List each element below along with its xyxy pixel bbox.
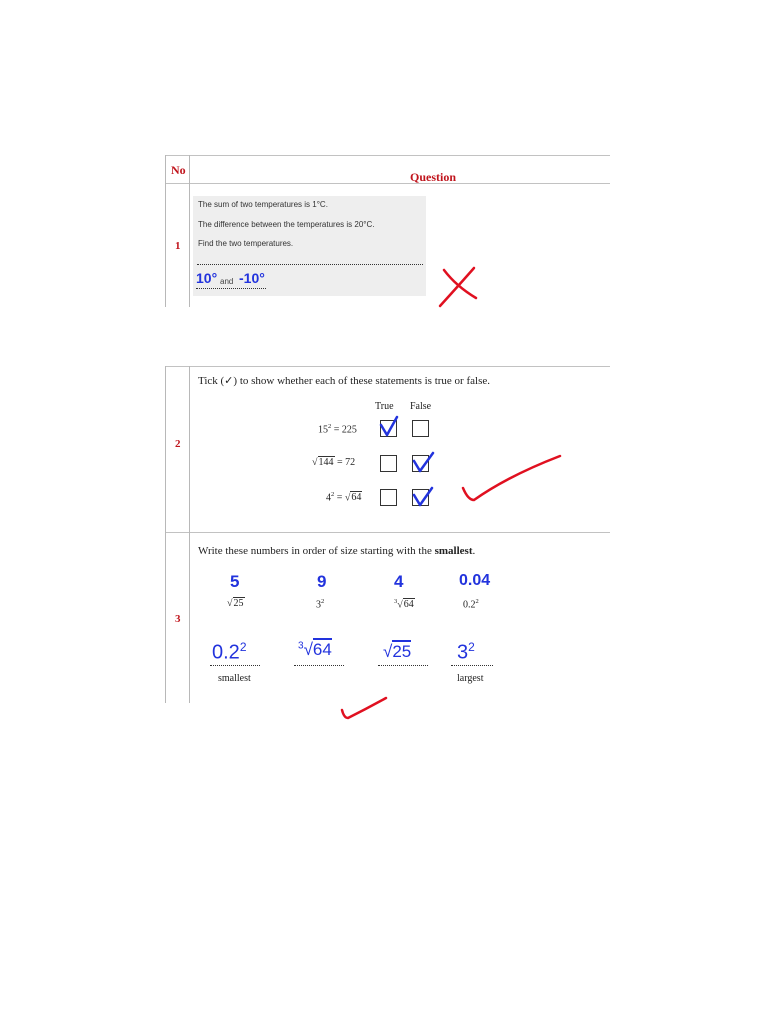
false-checkbox-1[interactable] (412, 420, 429, 437)
label-smallest: smallest (218, 673, 251, 684)
statement-1: $15^2 = 225$ (318, 423, 357, 436)
correct-mark-q2-icon (458, 448, 564, 504)
handwritten-value-2: 9 (317, 572, 327, 591)
answer-dotted-underline (196, 288, 266, 289)
q3-instruction: Write these numbers in order of size starting with the smallest. (198, 545, 476, 557)
handwritten-value-3: 4 (394, 572, 404, 591)
handwritten-value-1: 5 (230, 572, 240, 591)
statement-3: $4^2 = √64$ (326, 491, 362, 504)
answer-a: 10° (196, 270, 218, 286)
true-checkbox-3[interactable] (380, 489, 397, 506)
q1-block (0, 0, 768, 320)
expression-3: $^3$√64 (394, 598, 414, 611)
tick-true-1-icon (377, 415, 401, 439)
answer-line (197, 264, 423, 265)
statement-2: √144 = 72 (312, 457, 356, 468)
answer-slot-4: $3^2$ (457, 640, 475, 664)
question-line-1: The sum of two temperatures is 1°C. (198, 200, 328, 209)
question-line-3: Find the two temperatures. (198, 239, 294, 248)
answer-and: and (220, 277, 234, 286)
tick-false-2-icon (410, 451, 436, 475)
answer-slot-2: $^3$√64 (298, 640, 332, 659)
question-line-2: The difference between the temperatures is 20°C. (198, 220, 375, 229)
answer-line-2 (294, 665, 344, 666)
tick-false-3-icon (410, 485, 436, 509)
handwritten-value-4: 0.04 (459, 572, 491, 589)
question-number: 1 (175, 240, 181, 252)
answer-line-3 (378, 665, 428, 666)
question-number-2: 2 (175, 438, 181, 450)
answer-slot-3: √25 (383, 642, 412, 661)
expression-2: $3^2$ (316, 598, 325, 611)
wrong-mark (436, 264, 480, 315)
label-largest: largest (457, 673, 484, 684)
answer-line-4 (451, 665, 493, 666)
answer-b: -10° (239, 270, 265, 286)
col-true-label: True (375, 401, 394, 412)
expression-4: $0.2^2$ (463, 598, 479, 611)
true-checkbox-2[interactable] (380, 455, 397, 472)
column-header-no: No (171, 163, 186, 177)
question-number-3: 3 (175, 613, 181, 625)
answer-slot-1: $0.2^2$ (212, 640, 247, 664)
correct-mark-q3-icon (338, 694, 390, 724)
column-header-question: Question (410, 170, 457, 184)
answer-line-1 (210, 665, 260, 666)
q2-instruction: Tick (✓) to show whether each of these statements is true or false. (198, 375, 490, 387)
question-panel (193, 196, 426, 296)
col-false-label: False (410, 401, 432, 412)
expression-1: √25 (227, 598, 244, 609)
